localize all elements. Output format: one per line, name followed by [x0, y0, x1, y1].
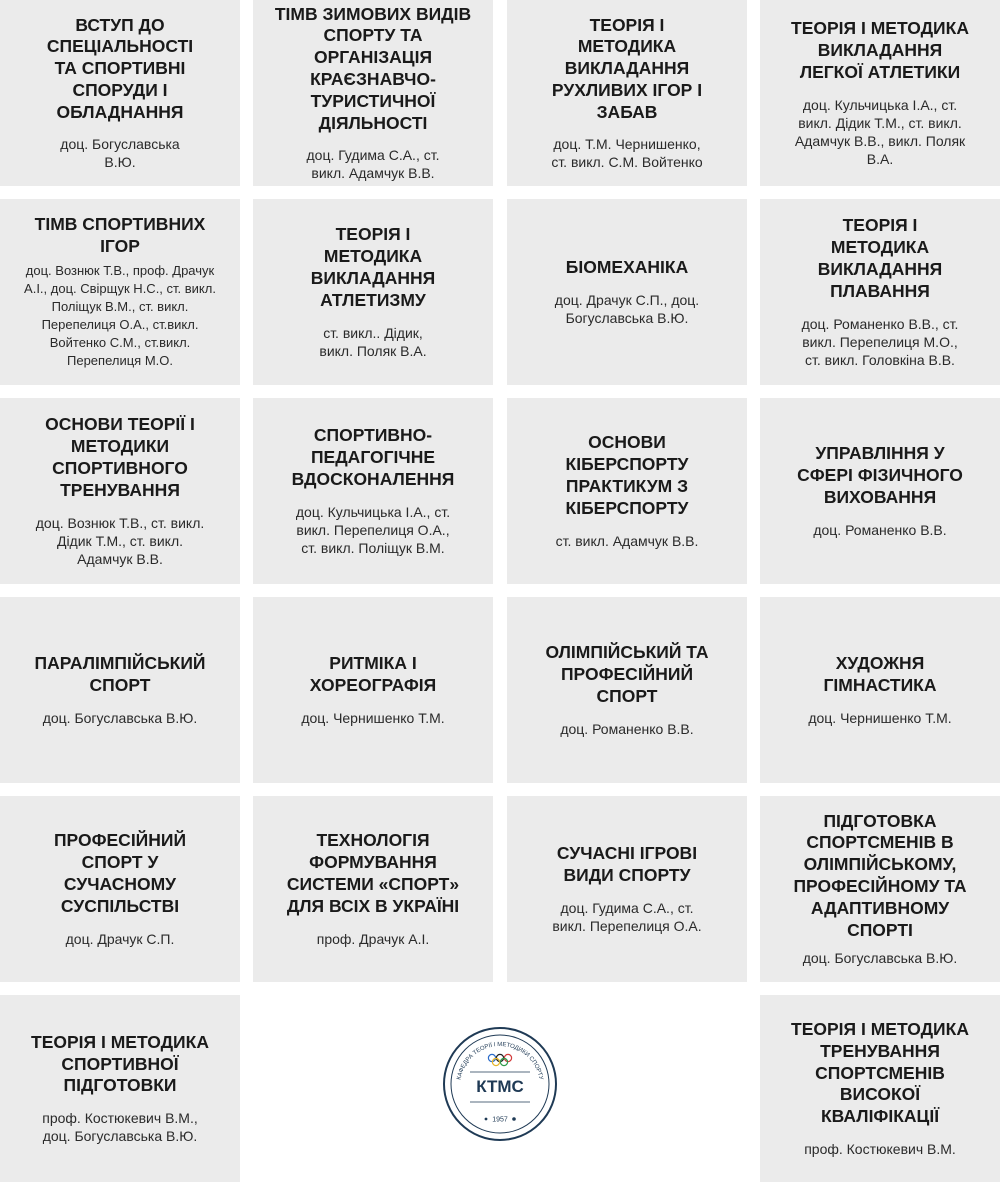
course-teachers: ст. викл.. Дідик, викл. Поляк В.А.	[319, 324, 427, 359]
course-title: СПОРТИВНО- ПЕДАГОГІЧНЕ ВДОСКОНАЛЕННЯ	[291, 425, 455, 489]
course-card	[253, 199, 493, 385]
logo-abbr: КТМС	[476, 1077, 524, 1096]
course-title: ПІДГОТОВКА СПОРТСМЕНІВ В ОЛІМПІЙСЬКОМУ, ПРОФЕСІЙНОМУ ТА АДАПТИВНОМУ СПОРТІ	[793, 810, 967, 940]
course-title: ОЛІМПІЙСЬКИЙ ТА ПРОФЕСІЙНИЙ СПОРТ	[545, 642, 709, 706]
course-card	[0, 597, 240, 783]
course-card	[760, 0, 1000, 186]
course-card	[760, 199, 1000, 385]
course-title: РИТМІКА І ХОРЕОГРАФІЯ	[309, 653, 437, 695]
course-teachers: доц. Романенко В.В., ст. викл. Перепелиця М.О., ст. викл. Головкіна В.В.	[801, 315, 959, 368]
course-teachers: доц. Гудима С.А., ст. викл. Адамчук В.В.	[306, 147, 440, 182]
course-card	[0, 0, 240, 186]
course-title: ТЕОРІЯ І МЕТОДИКА ВИКЛАДАННЯ ЛЕГКОЇ АТЛЕТИКИ	[791, 18, 969, 82]
course-teachers: ст. викл. Адамчук В.В.	[555, 532, 699, 549]
course-card	[0, 199, 240, 385]
course-card	[253, 597, 493, 783]
course-title: ПАРАЛІМПІЙСЬКИЙ СПОРТ	[34, 653, 206, 695]
course-teachers: доц. Чернишенко Т.М.	[808, 709, 952, 726]
course-card	[507, 796, 747, 982]
department-logo	[442, 1026, 558, 1142]
logo-dot-icon	[512, 1117, 516, 1121]
course-card	[0, 398, 240, 584]
course-card	[253, 796, 493, 982]
course-title: БІОМЕХАНІКА	[565, 257, 689, 278]
logo-ring-text: КАФЕДРА ТЕОРІЇ І МЕТОДИКИ СПОРТУ	[456, 1041, 544, 1081]
course-title: УПРАВЛІННЯ У СФЕРІ ФІЗИЧНОГО ВИХОВАННЯ	[797, 443, 963, 507]
course-title: ОСНОВИ КІБЕРСПОРТУ ПРАКТИКУМ З КІБЕРСПОРТУ	[565, 432, 689, 518]
course-card	[760, 995, 1000, 1182]
course-teachers: доц. Кульчицька І.А., ст. викл. Перепелиця О.А., ст. викл. Поліщук В.М.	[295, 503, 451, 556]
logo-year: 1957	[492, 1116, 508, 1124]
course-card	[507, 0, 747, 186]
course-teachers: доц. Вознюк Т.В., проф. Драчук А.І., доц. Свірщук Н.С., ст. викл. Поліщук В.М., ст. викл. Перепелиця О.А., ст.викл. Войтенко С.М., ст.викл. Перепелиця М.О.	[24, 262, 216, 368]
course-title: ВСТУП ДО СПЕЦІАЛЬНОСТІ ТА СПОРТИВНІ СПОРУДИ І ОБЛАДНАННЯ	[46, 14, 194, 122]
course-title: ТЕОРІЯ І МЕТОДИКА ВИКЛАДАННЯ ПЛАВАННЯ	[817, 215, 943, 301]
course-title: ТЕХНОЛОГІЯ ФОРМУВАННЯ СИСТЕМИ «СПОРТ» ДЛЯ ВСІХ В УКРАЇНІ	[286, 830, 460, 916]
course-title: ТЕОРІЯ І МЕТОДИКА ТРЕНУВАННЯ СПОРТСМЕНІВ ВИСОКОЇ КВАЛІФІКАЦІЇ	[791, 1019, 969, 1127]
course-card	[253, 398, 493, 584]
course-teachers: проф. Драчук А.І.	[316, 930, 430, 947]
course-card	[760, 597, 1000, 783]
course-teachers: проф. Костюкевич В.М., доц. Богуславська В.Ю.	[42, 1110, 198, 1145]
course-teachers: доц. Т.М. Чернишенко, ст. викл. С.М. Войтенко	[551, 136, 703, 171]
course-card	[0, 995, 240, 1182]
logo-dot-icon	[485, 1118, 488, 1121]
course-title: ТІМВ ЗИМОВИХ ВИДІВ СПОРТУ ТА ОРГАНІЗАЦІЯ КРАЄЗНАВЧО- ТУРИСТИЧНОЇ ДІЯЛЬНОСТІ	[274, 3, 472, 133]
course-card	[0, 796, 240, 982]
course-card	[253, 0, 493, 186]
course-teachers: доц. Вознюк Т.В., ст. викл. Дідик Т.М., ст. викл. Адамчук В.В.	[35, 514, 205, 567]
course-title: ТІМВ СПОРТИВНИХ ІГОР	[34, 214, 206, 256]
course-teachers: доц. Богуславська В.Ю.	[802, 950, 958, 967]
course-teachers: доц. Романенко В.В.	[560, 720, 694, 737]
course-title: ПРОФЕСІЙНИЙ СПОРТ У СУЧАСНОМУ СУСПІЛЬСТВІ	[53, 830, 187, 916]
course-teachers: доц. Драчук С.П.	[65, 930, 175, 947]
course-title: ТЕОРІЯ І МЕТОДИКА ВИКЛАДАННЯ РУХЛИВИХ ІГОР І ЗАБАВ	[551, 14, 703, 122]
course-title: ТЕОРІЯ І МЕТОДИКА ВИКЛАДАННЯ АТЛЕТИЗМУ	[310, 224, 436, 310]
course-card	[760, 796, 1000, 982]
course-teachers: доц. Богуславська В.Ю.	[42, 709, 198, 726]
course-title: ТЕОРІЯ І МЕТОДИКА СПОРТИВНОЇ ПІДГОТОВКИ	[31, 1031, 209, 1096]
course-teachers: доц. Кульчицька І.А., ст. викл. Дідик Т.М., ст. викл. Адамчук В.В., викл. Поляк В.А.	[794, 96, 966, 167]
course-teachers: доц. Чернишенко Т.М.	[301, 709, 445, 726]
course-title: СУЧАСНІ ІГРОВІ ВИДИ СПОРТУ	[556, 843, 698, 885]
course-card	[507, 597, 747, 783]
course-card	[507, 398, 747, 584]
course-teachers: доц. Драчук С.П., доц. Богуславська В.Ю.	[554, 291, 700, 326]
course-card	[507, 199, 747, 385]
course-title: ХУДОЖНЯ ГІМНАСТИКА	[823, 653, 937, 695]
course-teachers: доц. Богуславська В.Ю.	[60, 136, 180, 171]
course-teachers: доц. Гудима С.А., ст. викл. Перепелиця О.А.	[552, 899, 702, 934]
course-teachers: доц. Романенко В.В.	[813, 521, 947, 538]
course-teachers: проф. Костюкевич В.М.	[804, 1140, 956, 1157]
course-title: ОСНОВИ ТЕОРІЇ І МЕТОДИКИ СПОРТИВНОГО ТРЕНУВАННЯ	[45, 414, 195, 500]
course-card	[760, 398, 1000, 584]
